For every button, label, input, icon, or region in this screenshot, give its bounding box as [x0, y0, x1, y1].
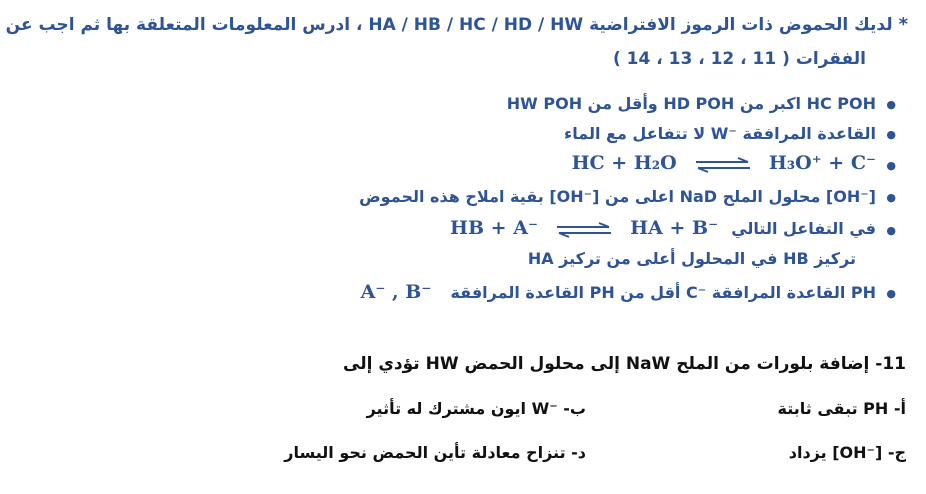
- bullet-5: [450, 217, 876, 239]
- bullet-1: HC POH اكبر من HD POH وأقل من HW POH: [506, 94, 876, 113]
- star-marker: *: [898, 14, 908, 35]
- equation-hb-a: [450, 217, 718, 239]
- option-d[interactable]: د- تنزاح معادلة تأين الحمض نحو اليسار: [284, 443, 586, 462]
- bullet-dot: ●: [886, 128, 896, 141]
- bullet-dot: ●: [886, 224, 896, 237]
- option-b[interactable]: ب- ⁻W ايون مشترك له تأثير: [366, 399, 586, 418]
- bullet-dot: ●: [886, 98, 896, 111]
- bullet-5-label: في التفاعل التالي: [731, 219, 876, 238]
- bullet-6: [361, 281, 876, 303]
- bullet-dot: ●: [886, 287, 896, 300]
- option-c[interactable]: ج- [⁻OH] يزداد: [788, 443, 906, 462]
- bullet-6-ions: A⁻ , B⁻: [360, 281, 432, 303]
- intro-line-2: الفقرات ( 11 ، 12 ، 13 ، 14 ): [612, 49, 866, 69]
- equation-products: H₃O⁺ + C⁻: [768, 152, 876, 174]
- equilibrium-arrow-icon: [555, 222, 613, 238]
- option-a[interactable]: أ- PH تبقى ثابتة: [777, 399, 906, 418]
- equation-reactants: HB + A⁻: [450, 217, 538, 239]
- intro-line-1: [6, 14, 908, 35]
- bullet-4: [⁻OH] محلول الملح NaD اعلى من [⁻OH] بقية املاح هذه الحموض: [359, 187, 876, 206]
- equation-products: HA + B⁻: [630, 217, 719, 239]
- intro-text-1: لديك الحموض ذات الرموز الافتراضية HA / HB / HC / HD / HW ، ادرس المعلومات المتعلقة بها ثم اجب عن: [5, 15, 893, 35]
- bullet-dot: ●: [886, 191, 896, 204]
- equation-reactants: HC + H₂O: [571, 152, 677, 174]
- bullet-dot: ●: [886, 159, 896, 172]
- question-11: 11- إضافة بلورات من الملح NaW إلى محلول الحمض HW تؤدي إلى: [343, 354, 906, 374]
- equation-hc-water: [572, 152, 876, 174]
- equilibrium-arrow-icon: [694, 157, 752, 173]
- bullet-2: القاعدة المرافقة ⁻W لا تتفاعل مع الماء: [564, 124, 876, 143]
- bullet-6-text: PH القاعدة المرافقة ⁻C أقل من PH القاعدة المرافقة: [450, 283, 876, 302]
- bullet-5-continuation: تركيز HB في المحلول أعلى من تركيز HA: [527, 249, 856, 268]
